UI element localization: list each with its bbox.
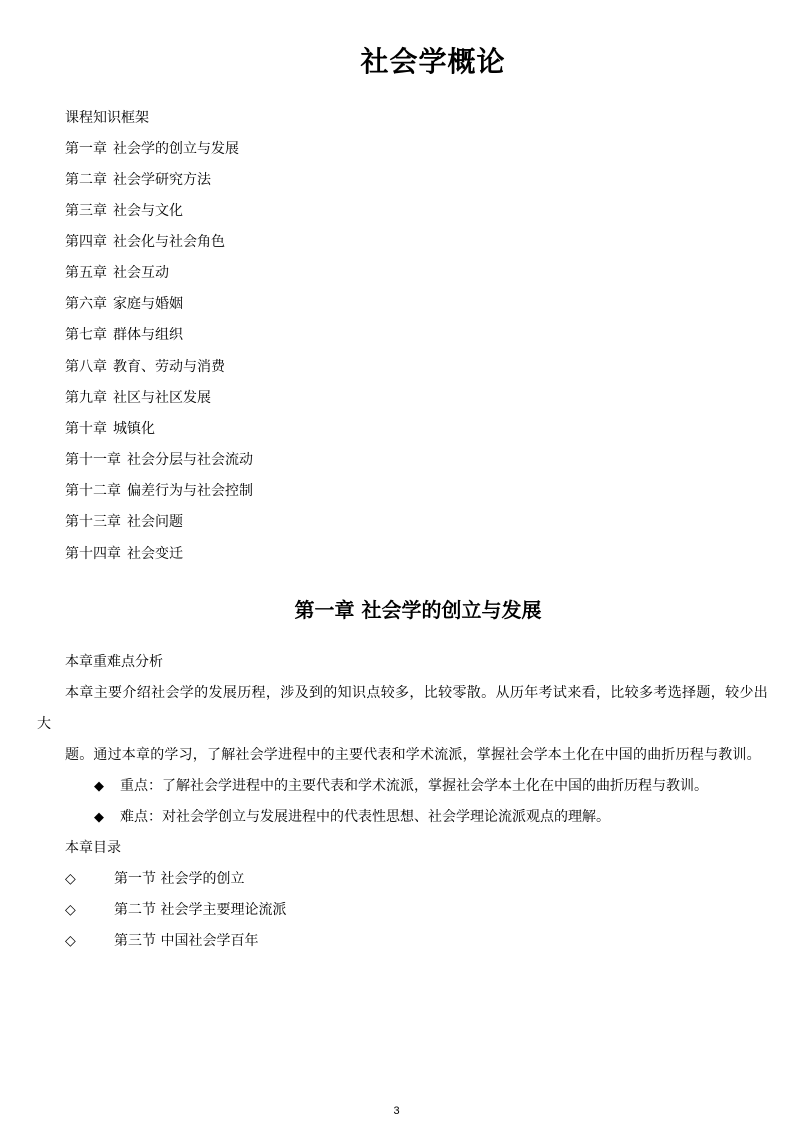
toc-item <box>65 419 155 439</box>
hollow-diamond-icon: ◇ <box>65 871 76 887</box>
framework-heading: 课程知识框架 <box>65 110 149 126</box>
toc-item <box>65 544 183 564</box>
toc-chapter: 第十四章 <box>65 546 121 562</box>
toc-title: 教育、劳动与消费 <box>113 359 225 375</box>
toc-chapter: 第二章 <box>65 172 107 188</box>
hollow-diamond-icon: ◇ <box>65 902 76 918</box>
section-item: 第三节 中国社会学百年 <box>114 933 259 949</box>
document-title: 社会学概论 <box>360 45 506 78</box>
toc-chapter: 第四章 <box>65 234 107 250</box>
toc-title: 社会化与社会角色 <box>113 234 225 250</box>
toc-chapter: 第八章 <box>65 359 107 375</box>
difficult-point-text: 难点：对社会学创立与发展进程中的代表性思想、社会学理论流派观点的理解。 <box>120 809 610 825</box>
toc-title: 群体与组织 <box>113 327 183 343</box>
toc-item <box>65 357 225 377</box>
diamond-bullet-icon: ◆ <box>94 810 104 825</box>
toc-title: 偏差行为与社会控制 <box>127 483 253 499</box>
toc-chapter: 第九章 <box>65 390 107 406</box>
key-point-text: 重点：了解社会学进程中的主要代表和学术流派，掌握社会学本土化在中国的曲折历程与教训。 <box>120 778 708 794</box>
toc-chapter: 第七章 <box>65 327 107 343</box>
toc-item <box>65 232 225 252</box>
toc-item <box>65 388 211 408</box>
intro-paragraph-line-1: 本章主要介绍社会学的发展历程，涉及到的知识点较多，比较零散。从历年考试来看，比较多考选择题，较少出 <box>65 685 769 701</box>
chapter-title: 第一章 社会学的创立与发展 <box>294 598 542 622</box>
toc-title: 家庭与婚姻 <box>113 296 183 312</box>
toc-title: 社区与社区发展 <box>113 390 211 406</box>
toc-item <box>65 450 253 470</box>
analysis-heading: 本章重难点分析 <box>65 654 163 670</box>
toc-chapter: 第十章 <box>65 421 107 437</box>
toc-item <box>65 201 183 221</box>
section-item: 第一节 社会学的创立 <box>114 871 245 887</box>
toc-item <box>65 481 253 501</box>
toc-title: 社会变迁 <box>127 546 183 562</box>
toc-chapter: 第一章 <box>65 141 107 157</box>
toc-title: 社会与文化 <box>113 203 183 219</box>
key-point <box>94 776 708 797</box>
page-number: 3 <box>393 1105 400 1117</box>
section-item: 第二节 社会学主要理论流派 <box>114 902 287 918</box>
difficult-point <box>94 807 610 828</box>
toc-item <box>65 170 211 190</box>
intro-paragraph-line-3: 题。通过本章的学习，了解社会学进程中的主要代表和学术流派，掌握社会学本土化在中国的曲折历程与教训。 <box>65 747 761 763</box>
toc-chapter: 第十二章 <box>65 483 121 499</box>
diamond-bullet-icon: ◆ <box>94 779 104 794</box>
toc-chapter: 第十一章 <box>65 452 121 468</box>
toc-title: 社会分层与社会流动 <box>127 452 253 468</box>
toc-item <box>65 325 183 345</box>
toc-chapter: 第六章 <box>65 296 107 312</box>
toc-item <box>65 263 169 283</box>
toc-title: 社会学的创立与发展 <box>113 141 239 157</box>
toc-title: 社会学研究方法 <box>113 172 211 188</box>
toc-item <box>65 512 183 532</box>
toc-chapter: 第十三章 <box>65 514 121 530</box>
hollow-diamond-icon: ◇ <box>65 933 76 949</box>
toc-title: 城镇化 <box>113 421 155 437</box>
intro-paragraph-line-2: 大 <box>37 716 51 732</box>
toc-item <box>65 139 239 159</box>
toc-chapter: 第五章 <box>65 265 107 281</box>
toc-title: 社会问题 <box>127 514 183 530</box>
contents-heading: 本章目录 <box>65 840 121 856</box>
toc-item <box>65 294 183 314</box>
toc-chapter: 第三章 <box>65 203 107 219</box>
toc-title: 社会互动 <box>113 265 169 281</box>
